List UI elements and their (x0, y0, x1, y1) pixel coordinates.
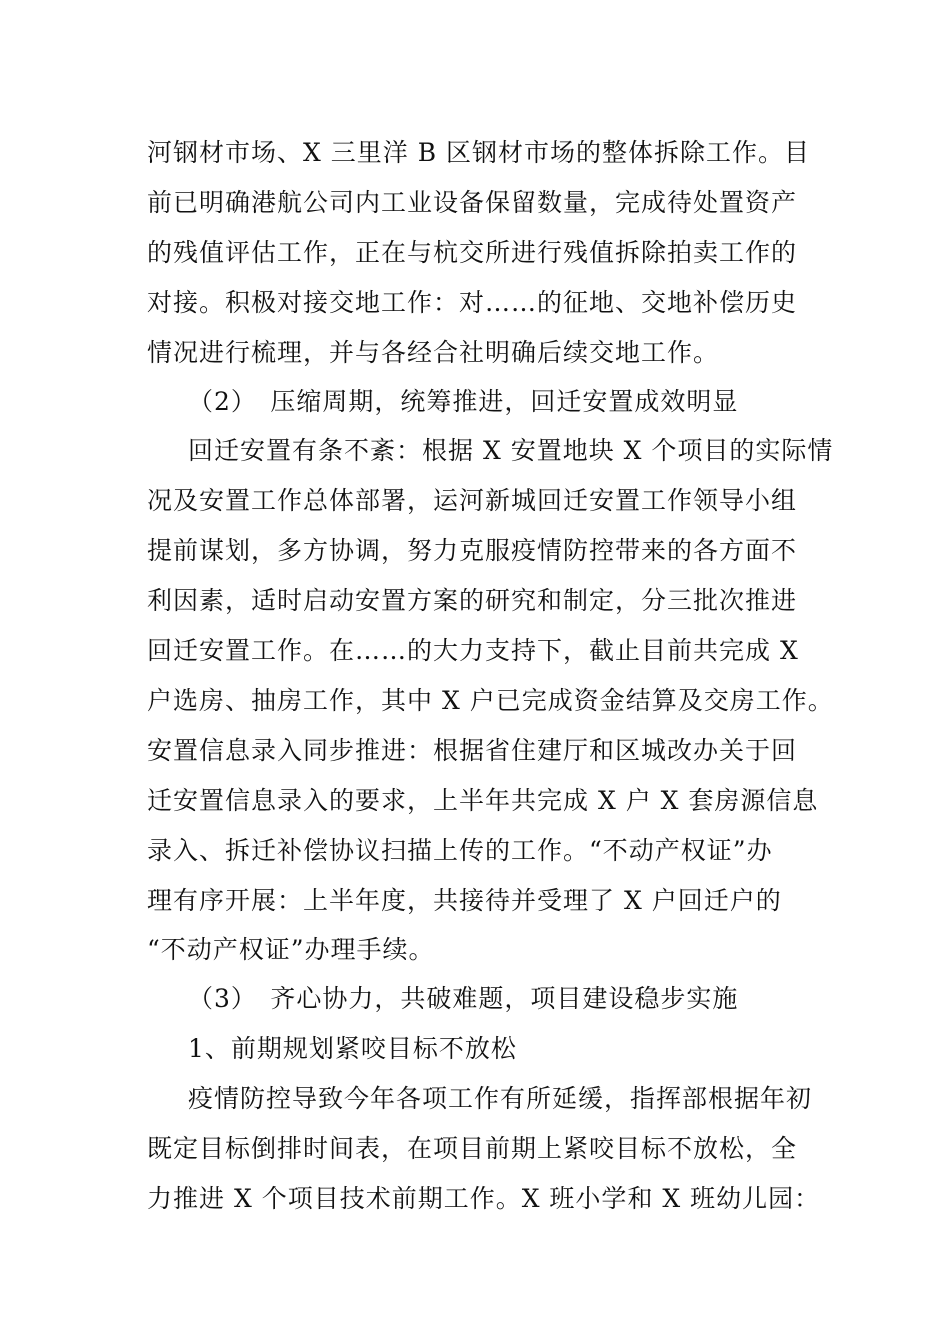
body-text-line: 情况进行梳理，并与各经合社明确后续交地工作。 (147, 338, 720, 367)
body-text-line: 户选房、抽房工作，其中 X 户已完成资金结算及交房工作。 (147, 686, 834, 715)
body-text-line: 况及安置工作总体部署，运河新城回迁安置工作领导小组 (147, 486, 798, 515)
body-text-line: 的残值评估工作，正在与杭交所进行残值拆除拍卖工作的 (147, 238, 798, 267)
body-text-line: 安置信息录入同步推进：根据省住建厅和区城改办关于回 (147, 736, 798, 765)
body-text-line: 回迁安置工作。在……的大力支持下，截止目前共完成 X (147, 636, 799, 665)
subsection-heading: 1、前期规划紧咬目标不放松 (188, 1034, 517, 1063)
body-text-line: 迁安置信息录入的要求，上半年共完成 X 户 X 套房源信息 (147, 786, 819, 815)
body-text-line: 利因素，适时启动安置方案的研究和制定，分三批次推进 (147, 586, 798, 615)
section-heading: （3） 齐心协力，共破难题，项目建设稳步实施 (188, 984, 739, 1013)
body-text-line: 对接。积极对接交地工作：对……的征地、交地补偿历史 (147, 288, 798, 317)
body-text-line: 理有序开展：上半年度，共接待并受理了 X 户回迁户的 (147, 886, 782, 915)
paragraph-first-line: 疫情防控导致今年各项工作有所延缓，指挥部根据年初 (188, 1084, 813, 1113)
body-text-line: 前已明确港航公司内工业设备保留数量，完成待处置资产 (147, 188, 798, 217)
body-text-line: 既定目标倒排时间表，在项目前期上紧咬目标不放松，全 (147, 1134, 798, 1163)
body-text-line: 录入、拆迁补偿协议扫描上传的工作。“不动产权证”办 (147, 836, 773, 865)
section-heading: （2） 压缩周期，统筹推进，回迁安置成效明显 (188, 387, 739, 416)
paragraph-first-line: 回迁安置有条不紊：根据 X 安置地块 X 个项目的实际情 (188, 436, 834, 465)
body-text-line: 力推进 X 个项目技术前期工作。X 班小学和 X 班幼儿园： (147, 1184, 821, 1213)
body-text-line: 提前谋划，多方协调，努力克服疫情防控带来的各方面不 (147, 536, 798, 565)
body-text-line: 河钢材市场、X 三里洋 B 区钢材市场的整体拆除工作。目 (147, 138, 811, 167)
body-text-line: “不动产权证”办理手续。 (147, 935, 435, 964)
